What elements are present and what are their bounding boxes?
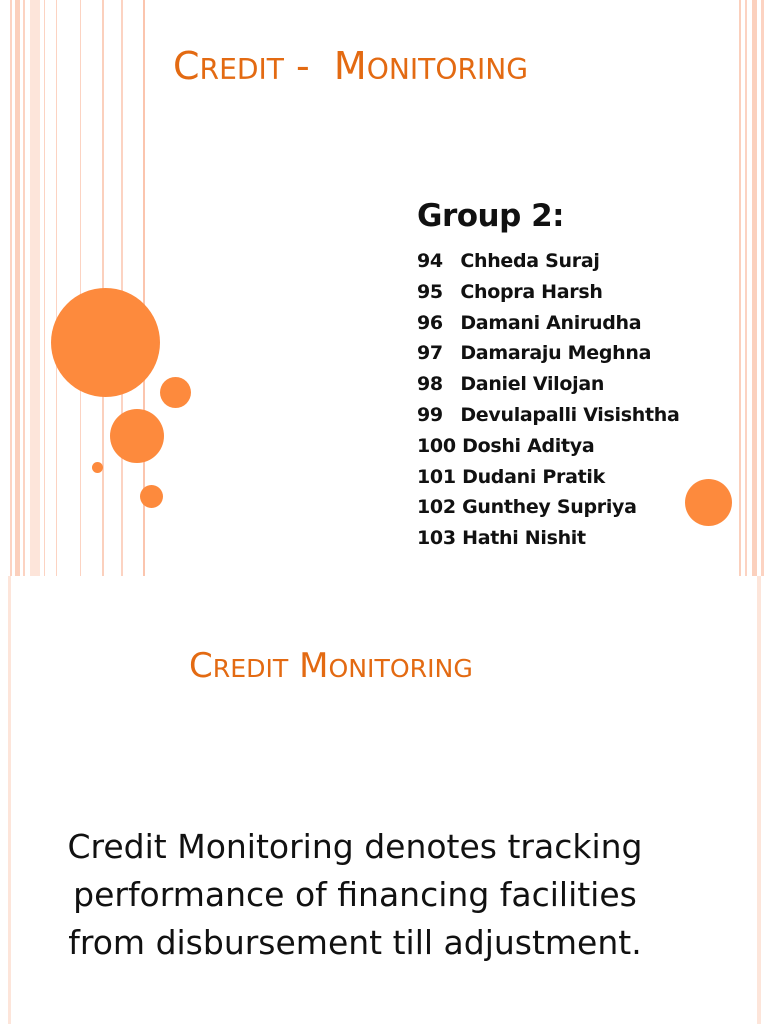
- stripe: [752, 0, 757, 576]
- member-name: Chheda Suraj: [460, 250, 600, 272]
- title-initial: C: [173, 44, 200, 88]
- member-number: 96: [417, 311, 443, 334]
- list-item: [417, 492, 679, 523]
- member-number: 98: [417, 373, 443, 396]
- member-number: 100: [417, 434, 456, 457]
- stripe: [739, 0, 741, 576]
- title-initial: M: [333, 44, 367, 88]
- member-number: 103: [417, 527, 456, 550]
- member-number: 97: [417, 342, 443, 365]
- group-heading: Group 2:: [417, 198, 565, 234]
- member-name: Chopra Harsh: [460, 280, 603, 303]
- decor-circle: [140, 485, 163, 508]
- list-item: [417, 277, 679, 308]
- list-item: [417, 523, 679, 554]
- stripe: [745, 0, 747, 576]
- decor-circle: [685, 479, 732, 526]
- list-item: [417, 369, 679, 400]
- list-item: [417, 431, 679, 462]
- stripe: [80, 0, 81, 576]
- decor-circle: [160, 377, 191, 408]
- slide-title: [173, 44, 528, 88]
- stripe: [23, 0, 25, 576]
- member-list: [417, 246, 679, 554]
- member-name: Gunthey Supriya: [462, 496, 637, 519]
- member-name: Damani Anirudha: [460, 311, 642, 334]
- member-name: Dudani Pratik: [462, 465, 605, 488]
- stripe: [56, 0, 57, 576]
- decor-circle: [110, 409, 164, 463]
- list-item: [417, 462, 679, 493]
- title-word-rest: ONITORING: [366, 53, 529, 86]
- stripe: [8, 576, 11, 1024]
- member-name: Damaraju Meghna: [460, 342, 652, 365]
- list-item: [417, 246, 679, 277]
- body-text: Credit Monitoring denotes tracking performance of financing facilities from disbursement till adjustment.: [67, 827, 643, 962]
- stripe: [30, 0, 40, 576]
- stripe: [44, 0, 45, 576]
- member-number: 94: [417, 250, 443, 272]
- decor-circle: [92, 462, 103, 473]
- member-name: Hathi Nishit: [462, 527, 586, 550]
- stripe: [121, 0, 123, 576]
- title-initial: M: [299, 646, 329, 686]
- stripe: [757, 576, 761, 1024]
- title-word-rest: REDIT: [212, 654, 289, 683]
- slide-title: [189, 646, 473, 686]
- decor-circle: [51, 288, 160, 397]
- stripe: [15, 0, 20, 576]
- member-name: Daniel Vilojan: [460, 373, 605, 396]
- list-item: [417, 308, 679, 339]
- title-separator: [288, 646, 299, 686]
- list-item: [417, 400, 679, 431]
- stripe: [10, 0, 12, 576]
- stripe: [761, 0, 764, 576]
- list-item: [417, 338, 679, 369]
- title-separator: -: [283, 44, 334, 88]
- member-number: 95: [417, 280, 443, 303]
- title-initial: C: [189, 646, 213, 686]
- member-number: 101: [417, 465, 456, 488]
- member-number: 102: [417, 496, 456, 519]
- member-number: 99: [417, 403, 443, 426]
- title-word-rest: ONITORING: [328, 654, 473, 683]
- title-word-rest: REDIT: [199, 53, 284, 86]
- member-name: Devulapalli Visishtha: [460, 403, 680, 426]
- member-name: Doshi Aditya: [462, 434, 595, 457]
